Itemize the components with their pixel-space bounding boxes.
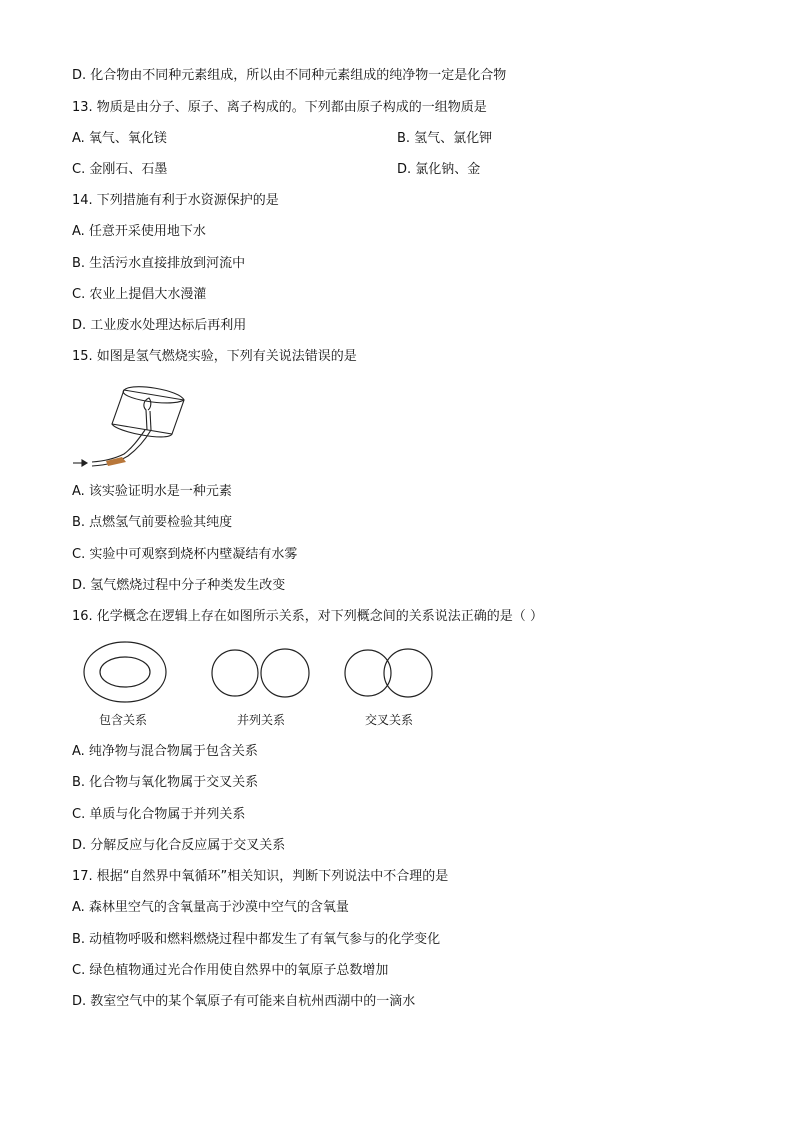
question-17-option-d: D. 教室空气中的某个氧原子有可能来自杭州西湖中的一滴水 — [72, 994, 416, 1009]
question-12-option-d: D. 化合物由不同种元素组成，所以由不同种元素组成的纯净物一定是化合物 — [72, 68, 507, 83]
question-17-option-c: C. 绿色植物通过光合作用使自然界中的氧原子总数增加 — [72, 963, 389, 978]
question-16-stem: 16. 化学概念在逻辑上存在如图所示关系，对下列概念间的关系说法正确的是（ ） — [72, 609, 543, 624]
question-17-option-a: A. 森林里空气的含氧量高于沙漠中空气的含氧量 — [72, 900, 349, 915]
question-14-option-d: D. 工业废水处理达标后再利用 — [72, 318, 247, 333]
question-15-option-b: B. 点燃氢气前要检验其纯度 — [72, 515, 233, 530]
containment-inner-ellipse — [100, 657, 150, 687]
caption-inclusion: 包含关系 — [99, 713, 148, 727]
question-17-option-b: B. 动植物呼吸和燃料燃烧过程中都发生了有氧气参与的化学变化 — [72, 932, 441, 947]
question-15-option-a: A. 该实验证明水是一种元素 — [72, 484, 232, 499]
question-15-option-d: D. 氢气燃烧过程中分子种类发生改变 — [72, 578, 286, 593]
question-14-option-c: C. 农业上提倡大水漫灌 — [72, 287, 207, 302]
caption-parallel: 并列关系 — [237, 713, 286, 727]
question-13-option-a: A. 氧气、氧化镁 — [72, 131, 167, 146]
question-17-stem: 17. 根据“自然界中氧循环”相关知识，判断下列说法中不合理的是 — [72, 869, 449, 884]
parallel-left-circle — [212, 650, 258, 696]
containment-outer-ellipse — [84, 642, 166, 702]
question-13-option-c: C. 金刚石、石墨 — [72, 162, 168, 177]
parallel-right-circle — [261, 649, 309, 697]
question-15-stem: 15. 如图是氢气燃烧实验，下列有关说法错误的是 — [72, 349, 357, 364]
question-15-option-c: C. 实验中可观察到烧杯内壁凝结有水雾 — [72, 547, 298, 562]
question-16-option-b: B. 化合物与氧化物属于交叉关系 — [72, 775, 259, 790]
question-14-option-b: B. 生活污水直接排放到河流中 — [72, 256, 246, 271]
question-16-option-d: D. 分解反应与化合反应属于交叉关系 — [72, 838, 286, 853]
question-16-option-a: A. 纯净物与混合物属于包含关系 — [72, 744, 258, 759]
caption-intersection: 交叉关系 — [365, 713, 414, 727]
logic-relation-diagram — [72, 640, 442, 704]
hydrogen-combustion-figure — [72, 378, 192, 470]
question-13-stem: 13. 物质是由分子、原子、离子构成的。下列都由原子构成的一组物质是 — [72, 100, 487, 115]
question-13-option-b: B. 氢气、氯化钾 — [397, 131, 493, 146]
question-13-option-d: D. 氯化钠、金 — [397, 162, 481, 177]
question-16-option-c: C. 单质与化合物属于并列关系 — [72, 807, 246, 822]
question-14-option-a: A. 任意开采使用地下水 — [72, 224, 206, 239]
question-14-stem: 14. 下列措施有利于水资源保护的是 — [72, 193, 279, 208]
